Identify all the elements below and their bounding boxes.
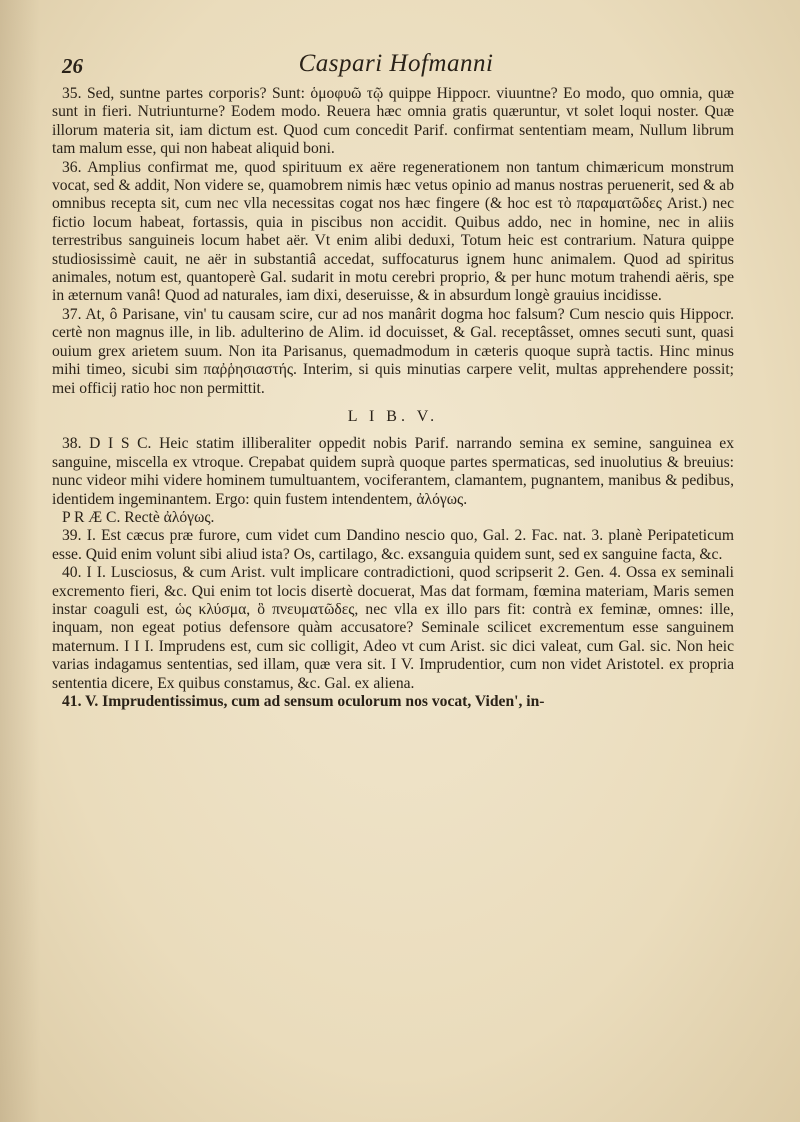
paragraph-number: 38. <box>62 435 82 453</box>
paragraph-number: 35. <box>62 85 82 102</box>
paragraph-text: D I S C. Heic statim illiberaliter oppedit nobis Parif. narrando semina ex semine, sanguinea ex sanguine, miscella ex vtroque. Crepabat quidem suprà quoque partes spermaticas, sed inuolutius & breuius: nunc videor mihi videre hominem tumultuantem, vociferantem, clamantem, pugnantem, manibus & pedibus, identidem ingeminantem. Ergo: quin fustem intendentem, ἀλόγως. <box>52 435 734 508</box>
running-head: Caspari Hofmanni <box>298 50 494 77</box>
text-body <box>52 85 734 711</box>
chapter-heading: L I B. V. <box>347 407 439 425</box>
paragraph-36 <box>52 159 734 306</box>
paragraph-35 <box>52 85 734 159</box>
paragraph-40 <box>52 564 734 693</box>
paragraph-number: 36. <box>62 158 82 176</box>
paragraph-number: 40. <box>62 564 82 582</box>
paragraph-text: Amplius confirmat me, quod spirituum ex aëre regenerationem non tantum chimæricum monstrum vocat, sed & addit, Non videre se, quamobrem nimis hæc vetus opinio ad manus nostras peruenerit, sed & ab omnibus recepta sit, cum nec vlla necessitas cogat nos hæc fingere (& hoc est τὸ παραματῶδες Arist.) nec fictio locum habeat, fortassis, quia in piscibus non accidit. Quibus addo, nec in homine, nec in aliis terrestribus sanguineis locum habet aër. Vt enim alibi deduxi, Totum heic est contrarium. Natura quippe studiosissimè cauit, ne aër in substantiâ accedat, suffocaturus ignem hunc animalem. Quod ad spiritus animales, notum est, quantoperè Gal. sudarit in motu cerebri proprio, & per hunc motum trahendi aëris, spe in æternum vanâ! Quod ad naturales, iam dixi, deseruisse, & in absurdum longè grauius incidisse. <box>52 158 734 305</box>
gutter-shadow <box>0 0 40 1122</box>
paragraph-38 <box>52 435 734 509</box>
paragraph-text: At, ô Parisane, vin' tu causam scire, cur ad nos manârit dogma hoc falsum? Cum nescio quis Hippocr. certè non magnus ille, in lib. adulterino de Alim. id docuisset, & Gal. receptâsset, omnes secuti sunt, quasi ouium grex arietem suum. Non ita Parisanus, quemadmodum in cæteris quoque suprà tactis. Hinc minus mihi timeo, sicubi sim παῤῥησιαστής. Interim, si quis minutias carpere velit, multas apprehendere possit; mei officij ratio hoc non permittit. <box>52 305 735 397</box>
page-number: 26 <box>62 54 83 78</box>
paragraph-37 <box>52 306 734 398</box>
page-header <box>52 48 740 84</box>
paragraph-number: 39. <box>62 527 82 545</box>
paragraph-41-fragment: 41. V. Imprudentissimus, cum ad sensum oculorum nos vocat, Viden', in- <box>62 693 545 710</box>
paragraph-text: I I. Lusciosus, & cum Arist. vult implicare contradictioni, quod scripserit 2. Gen. 4. Ossa ex seminali excremento fieri, &c. Qui enim tot locis disertè docuerat, Mas dat formam, fœmina materiam, Maris semen instar coaguli est, ὡς κλύσμα, ὃ πνευματῶδες, nec vlla ex illo pars fit: contrà ex feminæ, omnes: ille, inquam, non egeat potius defensore quàm accusatore? Seminale scilicet excrementum esse sanguinem maternum. I I I. Imprudens est, cum sic colligit, Adeo vt cum Arist. sic dici valeat, cum Gal. sic. Non heic varias indagamus sententias, sed illam, quæ vera sit. I V. Imprudentior, cum non videt Aristotel. ex propria sententia dicere, Ex quibus constamus, &c. Gal. ex aliena. <box>52 564 735 692</box>
paragraph-text: I. Est cæcus præ furore, cum videt cum Dandino nescio quo, Gal. 2. Fac. nat. 3. planè Peripateticum esse. Quid enim volunt sibi aliud ista? Os, cartilago, &c. exsanguia quidem sunt, sed ex sanguine facta, &c. <box>52 527 734 563</box>
paragraph-number: 37. <box>62 305 82 323</box>
paragraph-text: P R Æ C. Rectè ἀλόγως. <box>62 508 215 526</box>
paragraph-39 <box>52 527 734 564</box>
paragraph-text: Sed, suntne partes corporis? Sunt: ὁμοφυῶ τῷ quippe Hippocr. viuuntne? Eo modo, quo omnia, quæ sunt in fieri. Nutriunturne? Eodem modo. Reuera hæc omnia gratis quæruntur, vt solet loqui noster. Quæ illorum materia sit, iam dictum est. Quod cum concedit Parif. confirmat sententiam meam, Nullum librum tam malum esse, qui non habeat aliquid boni. <box>52 85 734 158</box>
paragraph-praec <box>52 509 734 527</box>
